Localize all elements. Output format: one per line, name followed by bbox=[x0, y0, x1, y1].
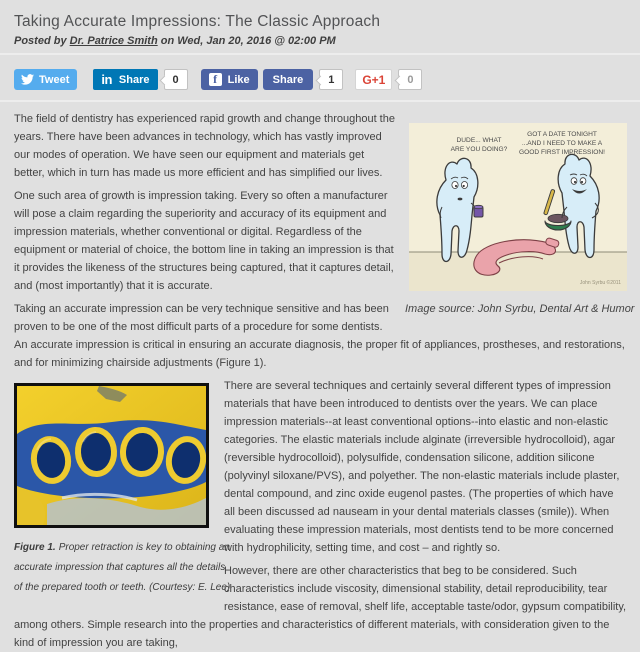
linkedin-share-button[interactable] bbox=[93, 69, 157, 90]
svg-text:GOT A DATE TONIGHT: GOT A DATE TONIGHT bbox=[527, 131, 597, 138]
svg-text:GOOD FIRST IMPRESSION!: GOOD FIRST IMPRESSION! bbox=[519, 149, 605, 156]
figure-1 bbox=[14, 383, 231, 598]
gplus-button[interactable]: G+1 bbox=[355, 69, 392, 90]
svg-text:DUDE... WHAT: DUDE... WHAT bbox=[456, 137, 502, 144]
post-header bbox=[0, 0, 640, 48]
svg-text:...AND I NEED TO MAKE A: ...AND I NEED TO MAKE A bbox=[521, 140, 603, 147]
cartoon-signature: John Syrbu ©2011 bbox=[579, 280, 621, 286]
linkedin-icon: in bbox=[101, 72, 112, 87]
gplus-count-badge: 0 bbox=[398, 69, 422, 90]
svg-text:ARE YOU DOING?: ARE YOU DOING? bbox=[450, 146, 508, 153]
tweet-button[interactable] bbox=[14, 69, 77, 90]
social-share-bar bbox=[0, 55, 640, 100]
byline-date: on Wed, Jan 20, 2016 @ 02:00 PM bbox=[157, 35, 336, 47]
facebook-like-label: Like bbox=[227, 73, 250, 86]
article-body bbox=[0, 102, 640, 652]
paragraph-5: However, there are other characteristics that beg to be considered. Such characteristics include viscosity, dimensional stability, detail reproducibility, tear resistance, ease of removal, shelf life, acceptable taste/odor, gypsum compatibility, among others. Simple research into the properties and characteristics of different materials, with consideration given to the kind of impression you are taking, bbox=[14, 565, 627, 649]
figure-1-caption: Figure 1. Proper retraction is key to obtaining an accurate impression that captures all the details of the prepared tooth or teeth. (Courtesy: E. Lee) bbox=[14, 542, 231, 593]
author-link[interactable]: Dr. Patrice Smith bbox=[69, 35, 158, 47]
facebook-icon: f bbox=[209, 73, 222, 86]
paragraph-2: One such area of growth is impression taking. Every so often a manufacturer will pose a claim regarding the superiority and accuracy of its equipment and impression materials, whether conventional or digital. Regardless of the equipment or material of choice, the bottom line in taking an impression is that it provides the likeness of the structures being captured, that it captures detail, and (most importantly) that it is accurate. bbox=[14, 190, 394, 292]
facebook-count-badge: 1 bbox=[319, 69, 343, 90]
byline-prefix: Posted by bbox=[14, 35, 70, 47]
facebook-share-button[interactable] bbox=[263, 69, 314, 90]
paragraph-3: Taking an accurate impression can be very technique sensitive and has been proven to be one of the most difficult parts of a procedure for some dentists. An accurate impression is critical in ensuring an accurate diagnosis, the proper fit of appliances, prostheses, and restorations, and for minimizing chairside adjustments (Figure 1). bbox=[14, 303, 625, 369]
cartoon-caption: Image source: John Syrbu, Dental Art & Humor bbox=[405, 303, 635, 315]
page-title: Taking Accurate Impressions: The Classic Approach bbox=[14, 13, 381, 30]
twitter-bird-icon bbox=[21, 74, 34, 85]
figure-label: Figure 1. bbox=[14, 542, 56, 553]
figure-1-image bbox=[14, 383, 209, 528]
facebook-like-button[interactable] bbox=[201, 69, 258, 90]
cartoon-figure bbox=[405, 123, 635, 318]
linkedin-count-badge: 0 bbox=[164, 69, 188, 90]
paragraph-4: There are several techniques and certainly several different types of impression materials that have been introduced to dentists over the years. We can place impression materials--at least conventional options--into elastic and non-elastic categories. The elastic materials include alginate (irreversible hydrocolloid), agar (reversible hydrocolloid), polysulfide, condensation silicone, addition silicone (polyvinyl siloxane/PVS), and polyether. The non-elastic materials include plaster, dental compound, and zinc oxide eugenol pastes. (The properties of which have all been discussed ad nauseam in your dental materials classes (smile)). When evaluating these impression materials, most dentists tend to be more concerned with hydrophilicity, setting time, and cost – and rightly so. bbox=[224, 380, 620, 554]
tweet-label: Tweet bbox=[39, 73, 70, 86]
paragraph-1: The field of dentistry has experienced rapid growth and change throughout the years. There have been advances in technology, which has vastly improved our modes of operation. We have seen our equipment and materials get better, which in turn has made us more efficient and has simplified our lives. bbox=[14, 113, 395, 179]
facebook-share-label: Share bbox=[272, 73, 304, 86]
cartoon-image bbox=[409, 123, 627, 291]
linkedin-share-label: Share bbox=[118, 73, 150, 86]
byline bbox=[14, 35, 626, 48]
